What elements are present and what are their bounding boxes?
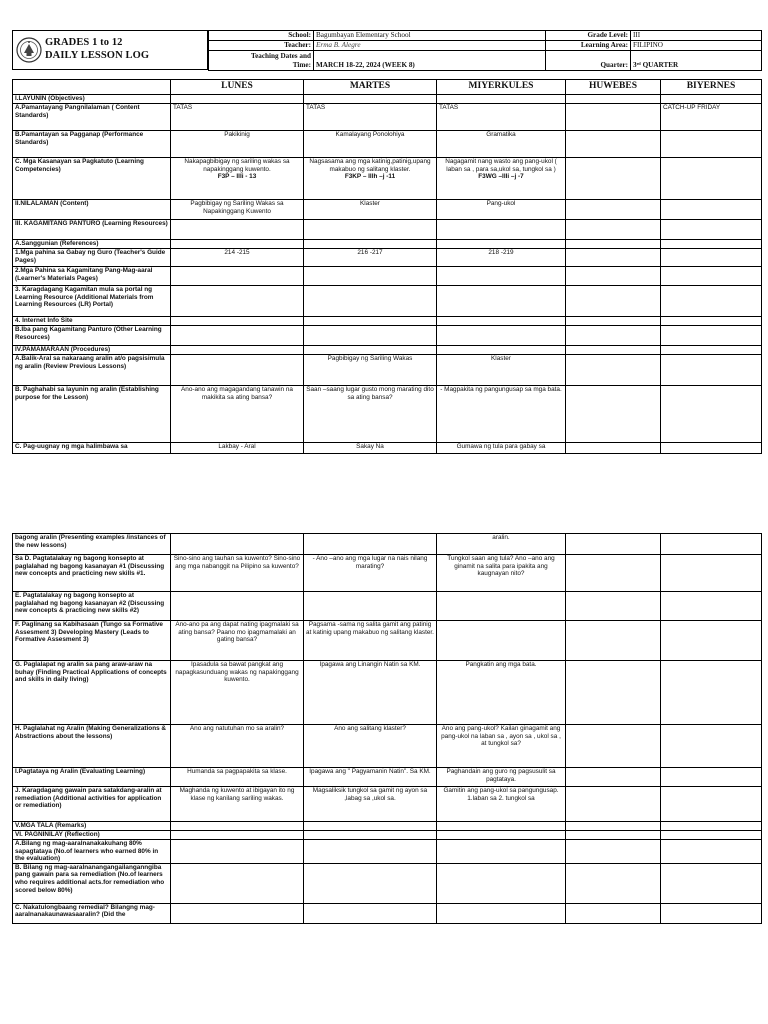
cell-biyernes bbox=[661, 831, 762, 840]
cell-martes: Klaster bbox=[304, 200, 437, 220]
rows_page1-row bbox=[13, 326, 762, 346]
competency-code: F3WG –IIIi –j -7 bbox=[478, 173, 524, 181]
cell-martes: Magsaliksik tungkol sa gamit ng ayon sa ,labag sa ,ukol sa. bbox=[304, 787, 437, 822]
cell-biyernes bbox=[661, 286, 762, 317]
row-label: VI. PAGNINILAY (Reflection) bbox=[13, 831, 171, 840]
rows_page1-row bbox=[13, 386, 762, 443]
cell-lunes: Ano-ano ang magagandang tanawin na makikita sa ating bansa? bbox=[171, 386, 304, 443]
cell-miyerkules: Gumawa ng tula para gabay sa bbox=[437, 443, 566, 454]
cell-martes: TATAS bbox=[304, 104, 437, 131]
cell-miyerkules: Klaster bbox=[437, 355, 566, 386]
cell-lunes: Ano ang natutuhan mo sa aralin? bbox=[171, 725, 304, 768]
cell-biyernes bbox=[661, 200, 762, 220]
quarter-value: 3ʳᵈ QUARTER bbox=[631, 51, 762, 71]
cell-lunes bbox=[171, 592, 304, 621]
cell-martes bbox=[304, 346, 437, 355]
cell-huwebes bbox=[566, 220, 661, 240]
row-label: V.MGA TALA (Remarks) bbox=[13, 822, 171, 831]
row-label: A.Bilang ng mag-aaralnanakakuhang 80% sapagtataya (No.of learners who earned 80% in the evaluation) bbox=[13, 840, 171, 864]
cell-huwebes bbox=[566, 443, 661, 454]
cell-martes bbox=[304, 903, 437, 923]
cell-lunes: Ipasadula sa bawat pangkat ang napagkasunduang wakas ng napakinggang kuwento. bbox=[171, 661, 304, 725]
cell-lunes bbox=[171, 95, 304, 104]
row-label: I.Pagtataya ng Aralin (Evaluating Learning) bbox=[13, 768, 171, 787]
cell-martes: Sakay Na bbox=[304, 443, 437, 454]
cell-lunes: Pakikinig bbox=[171, 131, 304, 158]
cell-huwebes bbox=[566, 386, 661, 443]
row-label: J. Karagdagang gawain para satakdang-aralin at remediation (Additional activities for application or remediation) bbox=[13, 787, 171, 822]
cell-biyernes bbox=[661, 346, 762, 355]
day-header-martes: MARTES bbox=[304, 80, 437, 95]
teaching-dates-value: MARCH 18-22, 2024 (WEEK 8) bbox=[314, 51, 546, 71]
cell-biyernes bbox=[661, 267, 762, 286]
school-value: Bagumbayan Elementary School bbox=[314, 31, 546, 41]
rows_page2-row bbox=[13, 621, 762, 661]
cell-biyernes bbox=[661, 592, 762, 621]
competency-code: F3KP – IIIh –j -11 bbox=[344, 173, 396, 181]
cell-lunes: 214 -215 bbox=[171, 249, 304, 267]
cell-miyerkules bbox=[437, 840, 566, 864]
cell-martes: 216 -217 bbox=[304, 249, 437, 267]
cell-biyernes bbox=[661, 863, 762, 903]
rows_page1-row bbox=[13, 267, 762, 286]
cell-biyernes bbox=[661, 131, 762, 158]
cell-miyerkules bbox=[437, 267, 566, 286]
learning-area-label: Learning Area: bbox=[546, 41, 631, 51]
cell-miyerkules bbox=[437, 95, 566, 104]
rows_page1-row bbox=[13, 286, 762, 317]
cell-martes bbox=[304, 831, 437, 840]
cell-martes: Pagbibigay ng Sariling Wakas bbox=[304, 355, 437, 386]
cell-biyernes bbox=[661, 95, 762, 104]
cell-martes bbox=[304, 534, 437, 555]
rows_page2-row bbox=[13, 787, 762, 822]
cell-martes bbox=[304, 267, 437, 286]
cell-huwebes bbox=[566, 95, 661, 104]
cell-martes: Kamalayang Ponolohiya bbox=[304, 131, 437, 158]
cell-biyernes bbox=[661, 158, 762, 200]
teacher-label: Teacher: bbox=[209, 41, 314, 51]
cell-huwebes bbox=[566, 621, 661, 661]
cell-lunes bbox=[171, 840, 304, 864]
row-label: A.Pamantayang Pangnilalaman ( Content Standards) bbox=[13, 104, 171, 131]
cell-biyernes: CATCH-UP FRIDAY bbox=[661, 104, 762, 131]
lesson-log-table-page1 bbox=[12, 79, 762, 454]
cell-huwebes bbox=[566, 346, 661, 355]
cell-huwebes bbox=[566, 725, 661, 768]
doc-title-line1: GRADES 1 to 12 bbox=[45, 37, 123, 48]
cell-martes: Ipagawa ang " Pagyamanin Natin". Sa KM. bbox=[304, 768, 437, 787]
cell-lunes bbox=[171, 903, 304, 923]
cell-miyerkules bbox=[437, 903, 566, 923]
rows_page2-row bbox=[13, 725, 762, 768]
row-label: B. Paghahabi sa layunin ng aralin (Establishing purpose for the Lesson) bbox=[13, 386, 171, 443]
learning-area-value: FILIPINO bbox=[631, 41, 762, 51]
cell-miyerkules bbox=[437, 592, 566, 621]
cell-biyernes bbox=[661, 903, 762, 923]
cell-lunes: Humanda sa pagpapakita sa klase. bbox=[171, 768, 304, 787]
cell-lunes bbox=[171, 317, 304, 326]
cell-biyernes bbox=[661, 661, 762, 725]
cell-biyernes bbox=[661, 822, 762, 831]
row-label: Sa D. Pagtatalakay ng bagong konsepto at paglalahad ng bagong kasanayan #1 (Discussing new concepts and practicing new skills #1. bbox=[13, 555, 171, 592]
row-label: A.Balik-Aral sa nakaraang aralin at/o pagsisimula ng aralin (Review Previous Lessons) bbox=[13, 355, 171, 386]
cell-martes bbox=[304, 240, 437, 249]
row-label: C. Pag-uugnay ng mga halimbawa sa bbox=[13, 443, 171, 454]
cell-miyerkules bbox=[437, 863, 566, 903]
cell-biyernes bbox=[661, 443, 762, 454]
cell-lunes bbox=[171, 355, 304, 386]
cell-huwebes bbox=[566, 863, 661, 903]
teaching-dates-label: Teaching Dates and Time: bbox=[209, 51, 314, 71]
rows_page1-row bbox=[13, 200, 762, 220]
cell-biyernes bbox=[661, 326, 762, 346]
cell-biyernes bbox=[661, 240, 762, 249]
cell-lunes bbox=[171, 831, 304, 840]
cell-miyerkules bbox=[437, 822, 566, 831]
row-label: B. Bilang ng mag-aaralnanangangailanganngiba pang gawain para sa remediation (No.of learners who requires additional acts.for remediation who scored below 80%) bbox=[13, 863, 171, 903]
cell-huwebes bbox=[566, 286, 661, 317]
row-label: A.Sanggunian (References) bbox=[13, 240, 171, 249]
cell-miyerkules: Pang-ukol bbox=[437, 200, 566, 220]
cell-martes bbox=[304, 326, 437, 346]
cell-lunes: Sino-sino ang tauhan sa kuwento? Sino-sino ang mga nabanggit na Pilipino sa kuwento? bbox=[171, 555, 304, 592]
cell-huwebes bbox=[566, 661, 661, 725]
grade-level-label: Grade Level: bbox=[546, 31, 631, 41]
cell-miyerkules: Gamitin ang pang-ukol sa pangungusap. 1.laban sa 2. tungkol sa bbox=[437, 787, 566, 822]
cell-biyernes bbox=[661, 768, 762, 787]
cell-miyerkules bbox=[437, 240, 566, 249]
rows_page2-row bbox=[13, 534, 762, 555]
cell-biyernes bbox=[661, 787, 762, 822]
rows_page1-row bbox=[13, 95, 762, 104]
row-label: 4. Internet Info Site bbox=[13, 317, 171, 326]
cell-biyernes bbox=[661, 555, 762, 592]
cell-miyerkules: Tungkol saan ang tula? Ano –ano ang ginamit na salita para ipakita ang kaugnayan nito? bbox=[437, 555, 566, 592]
rows_page2-row bbox=[13, 840, 762, 864]
cell-martes bbox=[304, 317, 437, 326]
cell-lunes: Nakapagbibigay ng sariling wakas sa napakinggang kuwento. F3P – IIIi - 13 bbox=[171, 158, 304, 200]
lesson-log-table-page2 bbox=[12, 533, 762, 924]
cell-lunes: Maghanda ng kuwento at ibigayan ito ng klase ng kanilang sariling wakas. bbox=[171, 787, 304, 822]
doc-title-line2: DAILY LESSON LOG bbox=[45, 50, 150, 61]
cell-huwebes bbox=[566, 822, 661, 831]
rows_page1-row bbox=[13, 443, 762, 454]
cell-martes bbox=[304, 863, 437, 903]
cell-lunes bbox=[171, 240, 304, 249]
cell-huwebes bbox=[566, 831, 661, 840]
cell-huwebes bbox=[566, 355, 661, 386]
cell-lunes: Ano-ano pa ang dapat nating ipagmalaki sa ating bansa? Paano mo ipagmamalaki an gating bansa? bbox=[171, 621, 304, 661]
row-label: IV.PAMAMARAAN (Procedures) bbox=[13, 346, 171, 355]
row-label: B.Pamantayan sa Pagganap (Performance Standards) bbox=[13, 131, 171, 158]
school-label: School: bbox=[209, 31, 314, 41]
cell-huwebes bbox=[566, 267, 661, 286]
header-info-table bbox=[208, 30, 762, 71]
cell-martes bbox=[304, 286, 437, 317]
cell-lunes bbox=[171, 267, 304, 286]
cell-biyernes bbox=[661, 317, 762, 326]
cell-miyerkules: Paghandain ang guro ng pagsusulit sa pagtataya. bbox=[437, 768, 566, 787]
teacher-value: Erma B. Alegre bbox=[314, 41, 546, 51]
rows_page1-row bbox=[13, 220, 762, 240]
deped-seal-icon bbox=[16, 33, 42, 67]
cell-lunes: Pagbibigay ng Sariling Wakas sa Napakinggang Kuwento bbox=[171, 200, 304, 220]
day-header-row bbox=[13, 80, 762, 95]
row-label: 2.Mga Pahina sa Kagamitang Pang-Mag-aaral (Learner's Materials Pages) bbox=[13, 267, 171, 286]
cell-miyerkules: 218 -219 bbox=[437, 249, 566, 267]
cell-biyernes bbox=[661, 840, 762, 864]
cell-martes: Pagsama -sama ng salita gamit ang patinig at katinig upang makabuo ng salitang klaster. bbox=[304, 621, 437, 661]
cell-huwebes bbox=[566, 768, 661, 787]
cell-miyerkules: Gramatika bbox=[437, 131, 566, 158]
cell-lunes bbox=[171, 220, 304, 240]
row-label: F. Paglinang sa Kabihasaan (Tungo sa Formative Assesment 3) Developing Mastery (Leads to Formative Assesment 3) bbox=[13, 621, 171, 661]
cell-martes bbox=[304, 592, 437, 621]
row-label: III. KAGAMITANG PANTURO (Learning Resources) bbox=[13, 220, 171, 240]
rows_page1-row bbox=[13, 131, 762, 158]
cell-huwebes bbox=[566, 903, 661, 923]
cell-martes bbox=[304, 840, 437, 864]
rows_page1-row bbox=[13, 346, 762, 355]
row-label: bagong aralin (Presenting examples /instances of the new lessons) bbox=[13, 534, 171, 555]
cell-miyerkules bbox=[437, 621, 566, 661]
title-block bbox=[12, 30, 208, 70]
rows_page1-row bbox=[13, 158, 762, 200]
row-label: 1.Mga pahina sa Gabay ng Guro (Teacher's Guide Pages) bbox=[13, 249, 171, 267]
cell-biyernes bbox=[661, 725, 762, 768]
quarter-label: Quarter: bbox=[546, 51, 631, 71]
rows_page2-row bbox=[13, 863, 762, 903]
cell-miyerkules: TATAS bbox=[437, 104, 566, 131]
cell-huwebes bbox=[566, 131, 661, 158]
cell-biyernes bbox=[661, 621, 762, 661]
row-label: C. Nakatulongbaang remedial? Bilangng mag-aaralnanakaunawasaaralin? (Did the bbox=[13, 903, 171, 923]
rows_page2-row bbox=[13, 768, 762, 787]
cell-miyerkules bbox=[437, 831, 566, 840]
cell-biyernes bbox=[661, 249, 762, 267]
cell-martes: Saan –saang lugar gusto mong marating dito sa ating bansa? bbox=[304, 386, 437, 443]
cell-martes bbox=[304, 95, 437, 104]
row-label: E. Pagtatalakay ng bagong konsepto at paglalahad ng bagong kasanayan #2 (Discussing new concepts & practicing new skills #2) bbox=[13, 592, 171, 621]
cell-lunes bbox=[171, 346, 304, 355]
rows_page2-row bbox=[13, 903, 762, 923]
cell-miyerkules: aralin. bbox=[437, 534, 566, 555]
rows_page1-row bbox=[13, 104, 762, 131]
cell-miyerkules: Nagagamit nang wasto ang pang-ukol ( laban sa , para sa,ukol sa, tungkol sa ) F3WG –IIIi –j -7 bbox=[437, 158, 566, 200]
rows_page1-row bbox=[13, 355, 762, 386]
cell-lunes bbox=[171, 286, 304, 317]
day-header-huwebes: HUWEBES bbox=[566, 80, 661, 95]
cell-lunes bbox=[171, 534, 304, 555]
cell-martes: Ipagawa ang Linangin Natin sa KM. bbox=[304, 661, 437, 725]
cell-miyerkules bbox=[437, 346, 566, 355]
cell-martes: Ano ang salitang klaster? bbox=[304, 725, 437, 768]
cell-martes bbox=[304, 822, 437, 831]
row-label: H. Paglalahat ng Aralin (Making Generalizations & Abstractions about the lessons) bbox=[13, 725, 171, 768]
cell-miyerkules bbox=[437, 286, 566, 317]
rows_page2-row bbox=[13, 831, 762, 840]
cell-lunes: Lakbay - Aral bbox=[171, 443, 304, 454]
cell-biyernes bbox=[661, 355, 762, 386]
rows_page1-row bbox=[13, 240, 762, 249]
cell-miyerkules bbox=[437, 326, 566, 346]
cell-lunes bbox=[171, 863, 304, 903]
cell-lunes bbox=[171, 326, 304, 346]
cell-huwebes bbox=[566, 840, 661, 864]
cell-miyerkules: - Magpakita ng pangungusap sa mga bata. bbox=[437, 386, 566, 443]
rows_page2-row bbox=[13, 661, 762, 725]
day-header-biyernes: BIYERNES bbox=[661, 80, 762, 95]
row-label: G. Paglalapat ng aralin sa pang araw-araw na buhay (Finding Practical Applications of concepts and skills in daily living) bbox=[13, 661, 171, 725]
cell-huwebes bbox=[566, 592, 661, 621]
grade-level-value: III bbox=[631, 31, 762, 41]
row-label: I.LAYUNIN (Objectives) bbox=[13, 95, 171, 104]
cell-martes: Nagsasama ang mga katinig,patinig,upang makabuo ng salitang klaster. F3KP – IIIh –j -11 bbox=[304, 158, 437, 200]
cell-huwebes bbox=[566, 104, 661, 131]
day-header-lunes: LUNES bbox=[171, 80, 304, 95]
rows_page2-row bbox=[13, 822, 762, 831]
row-label: C. Mga Kasanayan sa Pagkatuto (Learning Competencies) bbox=[13, 158, 171, 200]
row-label: II.NILALAMAN (Content) bbox=[13, 200, 171, 220]
cell-huwebes bbox=[566, 534, 661, 555]
competency-code: F3P – IIIi - 13 bbox=[217, 173, 257, 181]
rows_page1-row bbox=[13, 317, 762, 326]
cell-huwebes bbox=[566, 317, 661, 326]
cell-lunes: TATAS bbox=[171, 104, 304, 131]
cell-huwebes bbox=[566, 200, 661, 220]
cell-martes: - Ano –ano ang mga lugar na nais nilang marating? bbox=[304, 555, 437, 592]
cell-miyerkules bbox=[437, 317, 566, 326]
cell-martes bbox=[304, 220, 437, 240]
cell-huwebes bbox=[566, 249, 661, 267]
rows_page1-row bbox=[13, 249, 762, 267]
corner-cell bbox=[13, 80, 171, 95]
cell-huwebes bbox=[566, 158, 661, 200]
cell-biyernes bbox=[661, 386, 762, 443]
cell-miyerkules bbox=[437, 220, 566, 240]
cell-huwebes bbox=[566, 555, 661, 592]
row-label: B.Iba pang Kagamitang Panturo (Other Learning Resources) bbox=[13, 326, 171, 346]
cell-huwebes bbox=[566, 326, 661, 346]
cell-miyerkules: Pangkatin ang mga bata. bbox=[437, 661, 566, 725]
cell-huwebes bbox=[566, 240, 661, 249]
rows_page2-row bbox=[13, 592, 762, 621]
cell-huwebes bbox=[566, 787, 661, 822]
day-header-miyerkules: MIYERKULES bbox=[437, 80, 566, 95]
cell-lunes bbox=[171, 822, 304, 831]
cell-miyerkules: Ano ang pang-ukol? Kailan ginagamit ang pang-ukol na laban sa , ayon sa , ukol sa , at tungkol sa? bbox=[437, 725, 566, 768]
rows_page2-row bbox=[13, 555, 762, 592]
cell-biyernes bbox=[661, 534, 762, 555]
row-label: 3. Karagdagang Kagamitan mula sa portal ng Learning Resource (Additional Materials from Learning Resources (LR) Portal) bbox=[13, 286, 171, 317]
cell-biyernes bbox=[661, 220, 762, 240]
